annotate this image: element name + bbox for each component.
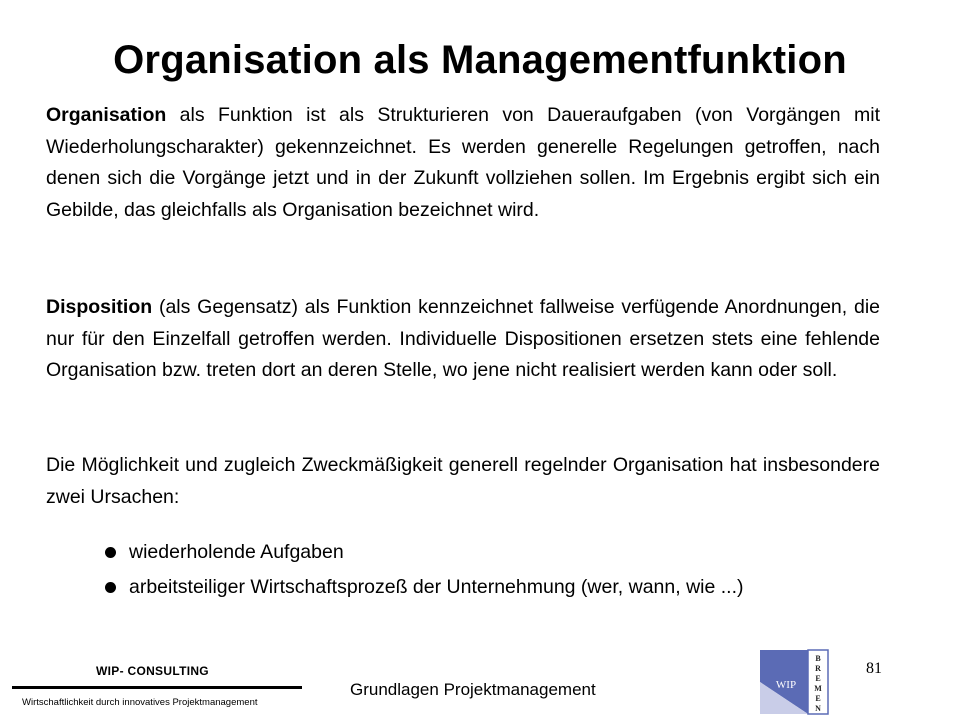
paragraph-reasons: Die Möglichkeit und zugleich Zweckmäßigkeit generell regelnder Organisation hat insbesondere zwei Ursachen:: [46, 454, 880, 508]
reasons-list: [105, 535, 744, 605]
footer-tagline: Wirtschaftlichkeit durch innovatives Projektmanagement: [22, 697, 258, 708]
bullet-icon: [105, 547, 116, 558]
page-number: 81: [866, 660, 882, 677]
bullet-icon: [105, 582, 116, 593]
page-title: Organisation als Managementfunktion: [113, 38, 847, 82]
svg-text:E: E: [815, 674, 821, 683]
logo-text: WIP: [775, 679, 797, 691]
list-item-text: wiederholende Aufgaben: [129, 541, 344, 563]
svg-text:N: N: [815, 704, 821, 713]
paragraph-organisation-text: als Funktion ist als Strukturieren von Daueraufgaben (von Vorgängen mit Wiederholungscharakter) gekennzeichnet. Es werden generelle Regelungen getroffen, nach denen sich die Vorgänge jetzt und in der Zukunft vollziehen sollen. Im Ergebnis ergibt sich ein Gebilde, das gleichfalls als Organisation bezeichnet wird.: [46, 104, 880, 221]
footer-brand: WIP- CONSULTING: [96, 664, 209, 678]
paragraph-disposition-text: (als Gegensatz) als Funktion kennzeichnet fallweise verfügende Anordnungen, die nur für den Einzelfall getroffen werden. Individuelle Dispositionen ersetzen stets eine fehlende Organisation bzw. treten dort an deren Stelle, wo jene nicht realisiert werden kann oder soll.: [46, 296, 880, 381]
term-organisation: Organisation: [46, 104, 167, 126]
svg-text:M: M: [814, 684, 822, 693]
list-item: [105, 535, 744, 570]
svg-text:B: B: [815, 654, 821, 663]
paragraph-disposition: [46, 292, 880, 387]
footer-course-title: Grundlagen Projektmanagement: [350, 680, 596, 699]
footer-divider: [12, 686, 302, 689]
paragraph-organisation: [46, 100, 880, 226]
svg-text:E: E: [815, 694, 821, 703]
svg-text:R: R: [815, 664, 821, 673]
list-item-text: arbeitsteiliger Wirtschaftsprozeß der Unternehmung (wer, wann, wie ...): [129, 576, 744, 598]
list-item: [105, 570, 744, 605]
term-disposition: Disposition: [46, 296, 153, 318]
wip-bremen-logo-icon: [758, 648, 838, 716]
